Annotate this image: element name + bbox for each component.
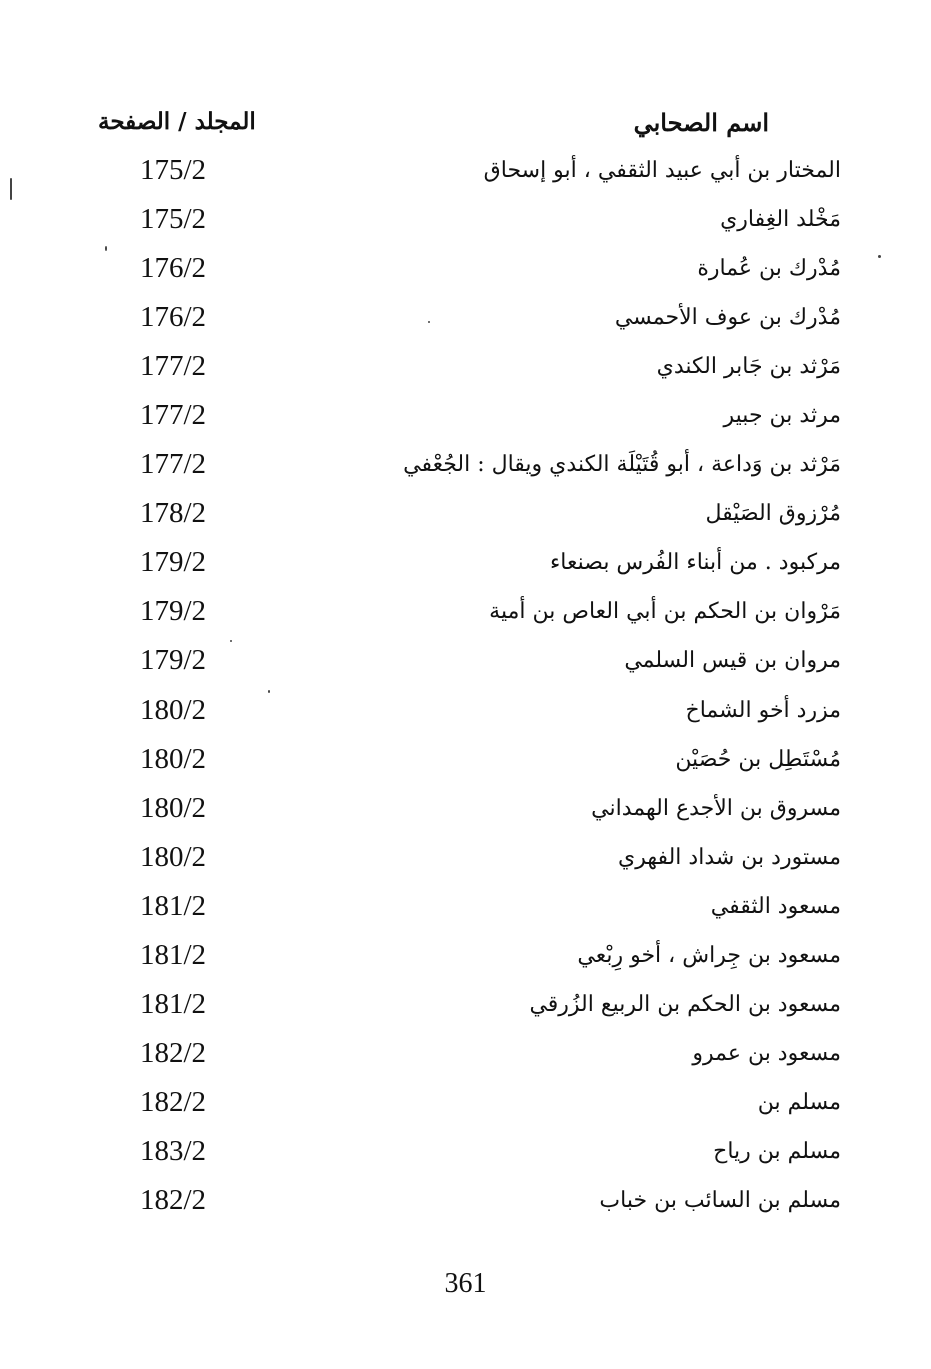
entries-list <box>0 150 931 1229</box>
companion-name: مستورد بن شداد الفهري <box>617 844 841 870</box>
companion-name: مَخْلد الغِفاري <box>720 207 841 233</box>
volume-page-ref: 182/2 <box>140 1183 207 1216</box>
companion-name: مُدْرك بن عُمارة <box>697 256 841 282</box>
list-item <box>0 690 931 739</box>
companion-name: مسعود الثقفي <box>710 893 841 919</box>
companion-name: مرثد بن جبير <box>723 403 841 429</box>
companion-name: مزرد أخو الشماخ <box>685 697 841 723</box>
companion-name: مسروق بن الأجدع الهمداني <box>591 795 841 821</box>
companion-name: مسلم بن السائب بن خباب <box>599 1187 841 1213</box>
list-item <box>0 935 931 984</box>
list-item <box>0 739 931 788</box>
volume-page-ref: 183/2 <box>140 1134 207 1167</box>
list-item <box>0 542 931 591</box>
scan-speck <box>230 640 232 642</box>
volume-page-ref: 181/2 <box>140 889 207 922</box>
volume-page-column-header: المجلد / الصفحة <box>98 108 256 135</box>
volume-page-ref: 182/2 <box>140 1036 207 1069</box>
volume-page-ref: 179/2 <box>140 546 207 579</box>
list-item <box>0 1033 931 1082</box>
list-item <box>0 199 931 248</box>
volume-page-ref: 175/2 <box>140 203 207 236</box>
companion-name: المختار بن أبي عبيد الثقفي ، أبو إسحاق <box>483 158 841 183</box>
companion-name: مَرْثد بن جَابر الكندي <box>656 354 841 380</box>
volume-page-ref: 180/2 <box>140 693 207 726</box>
volume-page-ref: 177/2 <box>140 350 207 383</box>
list-item <box>0 837 931 886</box>
volume-page-ref: 180/2 <box>140 791 207 824</box>
list-item <box>0 886 931 935</box>
companion-name: مُسْتَطِل بن حُصَيْن <box>675 746 841 772</box>
scan-speck <box>878 255 881 258</box>
companion-name: مُرْزوق الصَيْقل <box>705 501 841 527</box>
volume-page-ref: 176/2 <box>140 301 207 334</box>
list-item <box>0 1131 931 1180</box>
companion-name: مركبود . من أبناء الفُرس بصنعاء <box>549 550 841 576</box>
companion-name: مَرْثد بن وَداعة ، أبو قُتَيْلَة الكندي ويقال : الجُعْفي <box>403 452 841 478</box>
list-item <box>0 1082 931 1131</box>
companion-name: مسلم بن <box>757 1089 841 1115</box>
volume-page-ref: 176/2 <box>140 252 207 285</box>
volume-page-ref: 182/2 <box>140 1085 207 1118</box>
companion-name: مُدْرك بن عوف الأحمسي <box>614 305 841 331</box>
list-item <box>0 297 931 346</box>
list-item <box>0 1180 931 1229</box>
companion-name: مسعود بن الحكم بن الربيع الزُرقي <box>529 991 841 1017</box>
scan-speck <box>105 246 107 251</box>
list-item <box>0 395 931 444</box>
list-item <box>0 248 931 297</box>
list-item <box>0 591 931 640</box>
list-item <box>0 346 931 395</box>
volume-page-ref: 178/2 <box>140 497 207 530</box>
volume-page-ref: 179/2 <box>140 644 207 677</box>
list-item <box>0 493 931 542</box>
companion-name: مسلم بن رياح <box>713 1138 841 1164</box>
page-number: 361 <box>444 1268 487 1299</box>
volume-page-ref: 180/2 <box>140 742 207 775</box>
list-item <box>0 640 931 689</box>
scan-speck <box>268 690 270 693</box>
list-item <box>0 444 931 493</box>
volume-page-ref: 179/2 <box>140 595 207 628</box>
volume-page-ref: 177/2 <box>140 448 207 481</box>
companion-name: مَرْوان بن الحكم بن أبي العاص بن أمية <box>489 599 841 625</box>
volume-page-ref: 181/2 <box>140 938 207 971</box>
companion-name: مروان بن قيس السلمي <box>624 648 841 674</box>
volume-page-ref: 181/2 <box>140 987 207 1020</box>
volume-page-ref: 177/2 <box>140 399 207 432</box>
volume-page-ref: 175/2 <box>140 154 207 186</box>
scan-speck <box>428 321 430 323</box>
scan-speck <box>10 178 12 200</box>
list-item <box>0 150 931 199</box>
list-item <box>0 984 931 1033</box>
volume-page-ref: 180/2 <box>140 840 207 873</box>
companion-name: مسعود بن جِراش ، أخو رِبْعي <box>577 942 841 968</box>
list-item <box>0 788 931 837</box>
companion-name: مسعود بن عمرو <box>692 1040 841 1066</box>
name-column-header: اسم الصحابي <box>633 108 769 137</box>
